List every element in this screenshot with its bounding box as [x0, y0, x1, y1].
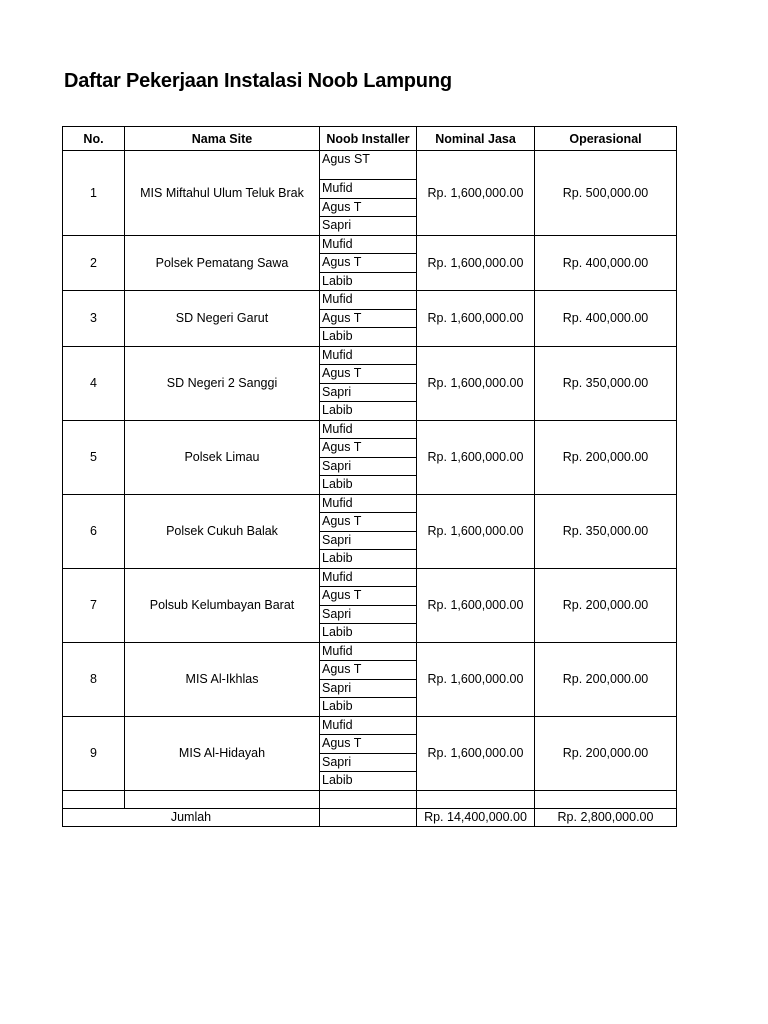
row-installer: Sapri — [320, 217, 417, 236]
row-no: 4 — [63, 346, 125, 420]
table-row — [63, 568, 677, 587]
page-title: Daftar Pekerjaan Instalasi Noob Lampung — [64, 70, 452, 92]
row-installer: Mufid — [320, 180, 417, 199]
row-operasional: Rp. 200,000.00 — [535, 568, 677, 642]
row-installer: Mufid — [320, 642, 417, 661]
row-installer: Sapri — [320, 457, 417, 476]
row-operasional: Rp. 200,000.00 — [535, 716, 677, 790]
row-site: MIS Al-Ikhlas — [125, 642, 320, 716]
row-installer: Sapri — [320, 679, 417, 698]
blank-cell — [535, 790, 677, 808]
table-row — [63, 642, 677, 661]
total-label: Jumlah — [63, 808, 320, 826]
row-no: 5 — [63, 420, 125, 494]
row-installer: Agus T — [320, 587, 417, 606]
row-installer: Agus T — [320, 439, 417, 458]
row-installer: Labib — [320, 328, 417, 347]
row-installer: Mufid — [320, 291, 417, 310]
row-installer: Labib — [320, 550, 417, 569]
row-no: 6 — [63, 494, 125, 568]
blank-row — [63, 790, 677, 808]
row-installer: Agus T — [320, 198, 417, 217]
row-installer: Labib — [320, 772, 417, 791]
row-site: SD Negeri Garut — [125, 291, 320, 347]
row-installer: Agus T — [320, 365, 417, 384]
table-row — [63, 494, 677, 513]
header-row — [63, 127, 677, 151]
row-no: 7 — [63, 568, 125, 642]
row-installer: Labib — [320, 698, 417, 717]
row-site: Polsek Pematang Sawa — [125, 235, 320, 291]
row-nominal: Rp. 1,600,000.00 — [417, 568, 535, 642]
row-installer: Labib — [320, 476, 417, 495]
row-no: 1 — [63, 151, 125, 236]
row-installer: Sapri — [320, 383, 417, 402]
row-installer: Agus T — [320, 513, 417, 532]
row-nominal: Rp. 1,600,000.00 — [417, 420, 535, 494]
row-operasional: Rp. 200,000.00 — [535, 642, 677, 716]
row-installer: Agus ST — [320, 151, 417, 180]
row-installer: Mufid — [320, 568, 417, 587]
row-operasional: Rp. 200,000.00 — [535, 420, 677, 494]
row-no: 2 — [63, 235, 125, 291]
row-site: MIS Miftahul Ulum Teluk Brak — [125, 151, 320, 236]
row-installer: Labib — [320, 272, 417, 291]
header-nominal: Nominal Jasa — [417, 127, 535, 151]
row-site: Polsub Kelumbayan Barat — [125, 568, 320, 642]
row-installer: Sapri — [320, 753, 417, 772]
table-row — [63, 420, 677, 439]
row-nominal: Rp. 1,600,000.00 — [417, 716, 535, 790]
installation-table — [62, 126, 677, 827]
row-site: MIS Al-Hidayah — [125, 716, 320, 790]
row-installer: Mufid — [320, 716, 417, 735]
row-installer: Agus T — [320, 735, 417, 754]
row-nominal: Rp. 1,600,000.00 — [417, 291, 535, 347]
total-row — [63, 808, 677, 826]
row-installer: Agus T — [320, 254, 417, 273]
total-installer-cell — [320, 808, 417, 826]
row-nominal: Rp. 1,600,000.00 — [417, 235, 535, 291]
row-no: 3 — [63, 291, 125, 347]
table-row — [63, 151, 677, 180]
row-nominal: Rp. 1,600,000.00 — [417, 642, 535, 716]
row-installer: Agus T — [320, 309, 417, 328]
row-no: 8 — [63, 642, 125, 716]
header-site: Nama Site — [125, 127, 320, 151]
table-body — [63, 151, 677, 827]
row-operasional: Rp. 400,000.00 — [535, 291, 677, 347]
row-installer: Agus T — [320, 661, 417, 680]
row-site: SD Negeri 2 Sanggi — [125, 346, 320, 420]
row-installer: Labib — [320, 402, 417, 421]
row-site: Polsek Limau — [125, 420, 320, 494]
total-operasional: Rp. 2,800,000.00 — [535, 808, 677, 826]
table-row — [63, 346, 677, 365]
blank-cell — [417, 790, 535, 808]
row-no: 9 — [63, 716, 125, 790]
row-installer: Mufid — [320, 494, 417, 513]
header-operasional: Operasional — [535, 127, 677, 151]
table-row — [63, 235, 677, 254]
row-nominal: Rp. 1,600,000.00 — [417, 346, 535, 420]
row-nominal: Rp. 1,600,000.00 — [417, 494, 535, 568]
row-installer: Sapri — [320, 531, 417, 550]
blank-cell — [63, 790, 125, 808]
table-row — [63, 291, 677, 310]
row-operasional: Rp. 350,000.00 — [535, 494, 677, 568]
header-no: No. — [63, 127, 125, 151]
row-installer: Sapri — [320, 605, 417, 624]
row-operasional: Rp. 350,000.00 — [535, 346, 677, 420]
total-nominal: Rp. 14,400,000.00 — [417, 808, 535, 826]
header-installer: Noob Installer — [320, 127, 417, 151]
row-operasional: Rp. 400,000.00 — [535, 235, 677, 291]
row-operasional: Rp. 500,000.00 — [535, 151, 677, 236]
row-installer: Mufid — [320, 420, 417, 439]
row-site: Polsek Cukuh Balak — [125, 494, 320, 568]
blank-cell — [320, 790, 417, 808]
row-nominal: Rp. 1,600,000.00 — [417, 151, 535, 236]
table-row — [63, 716, 677, 735]
row-installer: Labib — [320, 624, 417, 643]
row-installer: Mufid — [320, 235, 417, 254]
blank-cell — [125, 790, 320, 808]
row-installer: Mufid — [320, 346, 417, 365]
